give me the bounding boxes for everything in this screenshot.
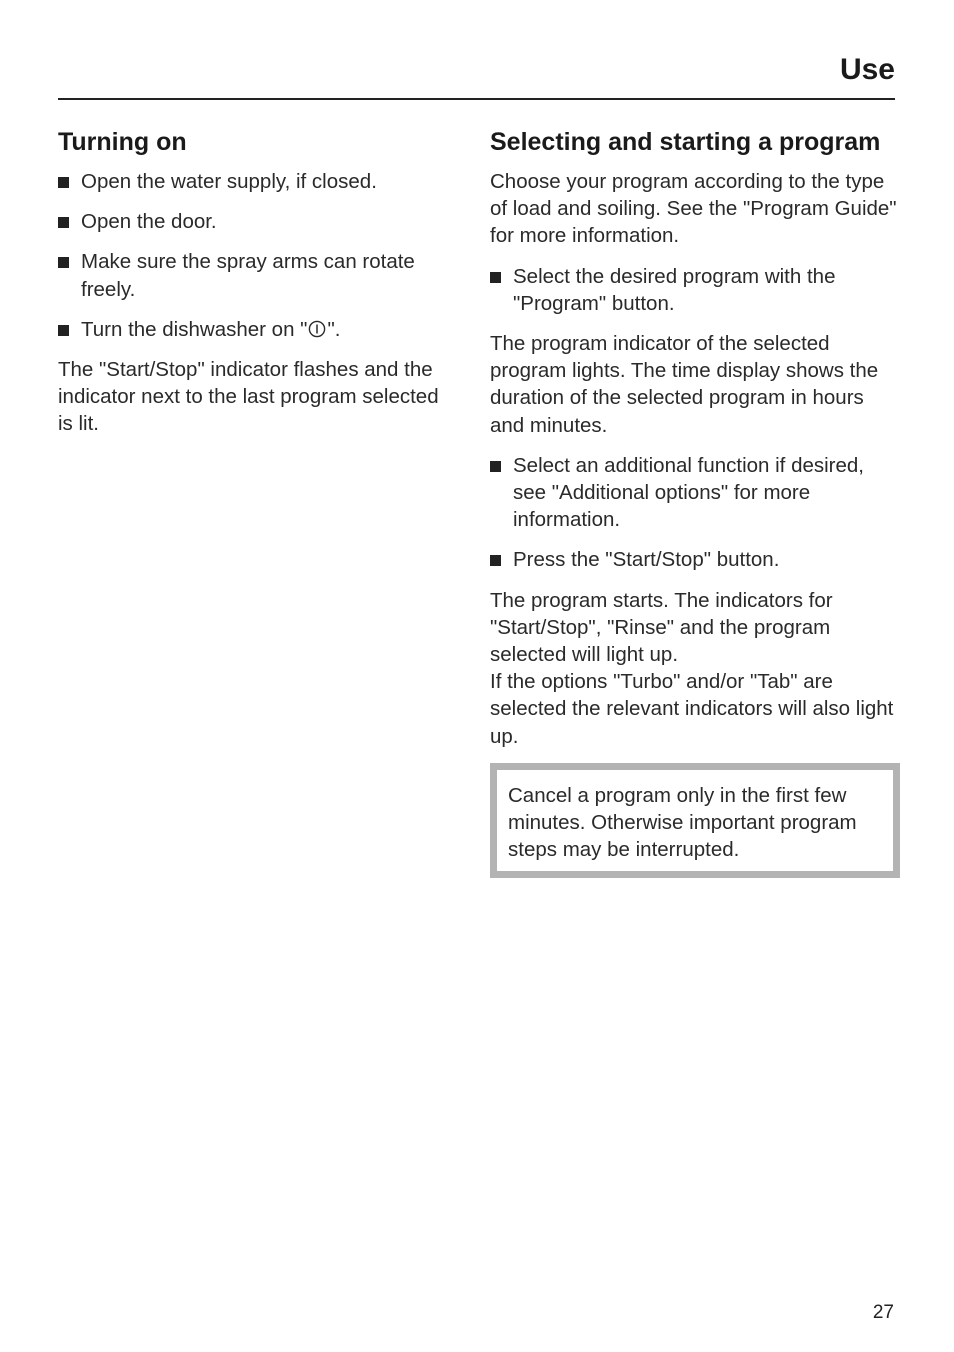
list-item (58, 168, 458, 195)
step-text: Make sure the spray arms can rotate freely. (81, 250, 415, 301)
square-bullet-icon (490, 555, 501, 566)
list-item (58, 248, 458, 302)
step-text: Open the door. (81, 210, 217, 234)
turning-on-column (58, 122, 458, 451)
list-item (490, 546, 900, 573)
square-bullet-icon (58, 325, 69, 336)
page-number: 27 (872, 1302, 894, 1323)
square-bullet-icon (490, 461, 501, 472)
square-bullet-icon (58, 177, 69, 188)
turning-on-heading: Turning on (58, 128, 187, 156)
square-bullet-icon (58, 257, 69, 268)
program-steps-2 (490, 452, 900, 574)
step-text: Select an additional function if desired, see "Additional options" for more information. (513, 453, 865, 532)
list-item (58, 208, 458, 235)
program-heading: Selecting and starting a program (490, 128, 881, 156)
step-text: Press the "Start/Stop" button. (513, 548, 780, 572)
program-intro: Choose your program according to the type of load and soiling. See the "Program Guide" for more information. (490, 170, 897, 248)
program-options-line: If the options "Turbo" and/or "Tab" are selected the relevant indicators will also light up. (490, 670, 894, 748)
list-item (490, 452, 900, 534)
square-bullet-icon (58, 217, 69, 228)
step-text: ". (327, 317, 341, 341)
section-title: Use (839, 53, 895, 86)
program-indicator-text: The program indicator of the selected program lights. The time display shows the duration of the selected program in hours and minutes. (490, 332, 879, 437)
program-column (490, 122, 900, 878)
notice-box (490, 763, 900, 879)
list-item (490, 263, 900, 317)
notice-text: Cancel a program only in the first few minutes. Otherwise important program steps may be interrupted. (508, 783, 857, 862)
turning-on-steps (58, 168, 458, 343)
header-rule (58, 98, 895, 100)
step-text: Select the desired program with the "Program" button. (513, 264, 836, 315)
program-start-text (490, 587, 900, 750)
square-bullet-icon (490, 272, 501, 283)
program-start-line: The program starts. The indicators for "Start/Stop", "Rinse" and the program selected will light up. (490, 588, 833, 667)
step-text: Turn the dishwasher on " (81, 317, 308, 341)
list-item (58, 316, 458, 343)
step-text: Open the water supply, if closed. (81, 170, 377, 193)
turning-on-result: The "Start/Stop" indicator flashes and the indicator next to the last program selected is lit. (58, 358, 439, 436)
program-step-1 (490, 263, 900, 317)
power-on-icon (308, 320, 326, 338)
